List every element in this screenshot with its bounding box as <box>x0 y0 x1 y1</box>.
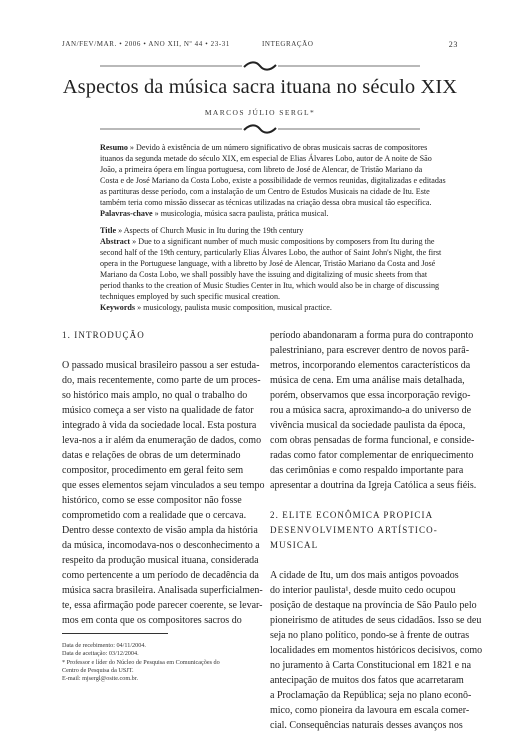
ornament-bottom-icon <box>0 123 520 135</box>
text-line: posição de destaque na província de São Paulo pelo <box>270 600 477 611</box>
abstract-line: ituanos da segunda metade do século XIX, em especial de Elias Álvares Lobo, autor de A noite de São <box>100 154 432 163</box>
text-line: do, mais recentemente, como parte de um proces- <box>62 375 261 386</box>
page-number: 23 <box>448 40 458 49</box>
title-label: Title <box>100 226 117 235</box>
right-column <box>270 328 483 733</box>
footnote-line: Data de aceitação: 03/12/2004. <box>62 650 139 658</box>
abstract-label: Resumo <box>100 143 128 152</box>
text-line: so histórico mais amplo, no qual o trabalho do <box>62 390 248 401</box>
text-line: respeito da produção musical ituana, considerada <box>62 555 259 566</box>
text-line: radas como fator complementar de enriquecimento <box>270 450 474 461</box>
text-line: com obras pensadas de forma funcional, e conside- <box>270 435 475 446</box>
text-line: datas e relações de obras de um determinado <box>62 450 241 461</box>
footnote-rule <box>62 633 168 634</box>
text-line: mico, como pioneira da lavoura em escala comer- <box>270 705 470 716</box>
abstract-portuguese <box>100 142 460 219</box>
abstract-line: Resumo » Devido à existência de um número significativo de obras musicais sacras de compositores <box>100 143 428 152</box>
running-header <box>62 40 458 52</box>
text-line: antecipação de muitos dos fatos que acarretaram <box>270 675 464 686</box>
text-line: música sacra brasileira. Analisada superficialmen- <box>62 585 263 596</box>
text-line: músico começa a ser visto na qualidade de fator <box>62 405 254 416</box>
text-line: integrado à vida da sociedade local. Esta postura <box>62 420 257 431</box>
text-line: comprometido com a realidade que o cercava. <box>62 510 247 521</box>
footnotes <box>62 642 254 683</box>
text-line: metros, incorporando elementos característicos da <box>270 360 471 371</box>
text-line: pioneirismo de atitudes de seus cidadãos. Isso se deu <box>270 615 482 626</box>
text-line: período abandonaram a forma pura do contraponto <box>270 330 474 341</box>
text-line: no juramento à Carta Constitucional em 1821 e na <box>270 660 472 671</box>
text-line: O passado musical brasileiro passou a ser estuda- <box>62 360 260 371</box>
english-title: Title » Aspects of Church Music in Itu during the 19th century <box>100 226 304 235</box>
text-line: que esses elementos sejam vinculados a seu tempo <box>62 480 265 491</box>
text-line: te, essa afirmação pode parecer coerente, se levar- <box>62 600 263 611</box>
text-line: porém, observamos que essa incorporação revigo- <box>270 390 471 401</box>
abstract-english <box>100 225 460 313</box>
footnote-line: E-mail: mjsergl@osite.com.br. <box>62 675 139 683</box>
abstract-line: period thanks to the creation of Music Studies Center in Itu, which would also be in charge of discussing <box>100 281 440 290</box>
abstract-line: as partituras desse período, com a instalação de um Centro de Estudos Musicais na cidade de Itu. Este <box>100 187 430 196</box>
header-journal-name: INTEGRAÇÃO <box>262 40 314 48</box>
text-line: Dentro desse contexto de visão ampla da história <box>62 525 258 536</box>
article-author: MARCOS JÚLIO SERGL* <box>204 108 316 117</box>
keywords-en: Keywords » musicology, paulista music composition, musical practice. <box>100 303 332 312</box>
text-line: cial. Consequências naturais desses avanços nos <box>270 720 463 731</box>
section-heading-elite <box>270 508 462 553</box>
footnote-line: * Professor e líder do Núcleo de Pesquisa em Comunicações do <box>62 658 220 666</box>
abstract-line: também teria como missão dissecar as técnicas utilizadas na criação dessa obra musical tão específica. <box>100 198 432 207</box>
article-title: Aspectos da música sacra ituana no século XIX <box>62 76 458 98</box>
ornament-top-icon <box>0 60 520 72</box>
left-column <box>62 328 265 628</box>
section-heading-line: DESENVOLVIMENTO ARTÍSTICO- <box>270 525 438 535</box>
section-body <box>62 358 265 628</box>
paragraph-continued <box>270 328 477 493</box>
text-line: do interior paulista¹, desde muito cedo ocupou <box>270 585 456 596</box>
text-line: palestriniano, para escrever dentro de novos parâ- <box>270 345 470 356</box>
abstract-line: techniques employed by such specific musical creation. <box>100 292 281 301</box>
text-line: vivência musical da sociedade paulista da época, <box>270 420 466 431</box>
text-line: das cerimônias e como respaldo importante para <box>270 465 464 476</box>
section-body <box>270 568 483 733</box>
abstract-label: Abstract <box>100 237 131 246</box>
keywords-label: Keywords <box>100 303 136 312</box>
text-line: mos em conta que os compositores sacros do <box>62 615 242 626</box>
abstract-line: Abstract » Due to a significant number of much music compositions by composers from Itu during the <box>100 237 435 246</box>
text-line: leva-nos a ir além da enumeração de dados, como <box>62 435 262 446</box>
text-line: como pertencente a um período de decadência da <box>62 570 259 581</box>
text-line: histórico, como se esse compositor não fosse <box>62 495 242 506</box>
text-line: música de cena. Em uma análise mais detalhada, <box>270 375 465 386</box>
text-line: rou a música sacra, aproximando-a do universo de <box>270 405 472 416</box>
section-heading-line: MUSICAL <box>270 540 319 550</box>
text-line: localidades em momentos históricos decisivos, como <box>270 645 483 656</box>
text-line: A cidade de Itu, um dos mais antigos povoados <box>270 570 459 581</box>
abstract-line: Mariano da Costa Lobo, we shall possibly have the issuing and digitalizing of music sheets from that <box>100 270 428 279</box>
text-line: compositor, procedimento em geral feito sem <box>62 465 244 476</box>
abstract-line: second half of the 19th century, particularly Elias Álvares Lobo, the author of Saint John's Night, the first <box>100 248 442 257</box>
header-issue-info: JAN/FEV/MAR. • 2006 • ANO XII, Nº 44 • 23-31 <box>62 40 230 48</box>
abstract-line: João, a primeira ópera em língua portuguesa, com libreto de José de Alencar, de Tristão Mariano da <box>100 165 423 174</box>
section-heading-introducao: 1. INTRODUÇÃO <box>62 330 145 340</box>
text-line: apresentar a doutrina da Igreja Católica a seus fiéis. <box>270 480 477 491</box>
abstract-line: opera in the Portuguese language, with a libretto by José de Alencar, Tristão Mariano da Costa and José <box>100 259 436 268</box>
text-line: a Proclamação da República; seja no plano econô- <box>270 690 472 701</box>
keywords-label: Palavras-chave <box>100 209 153 218</box>
section-heading-line: 2. ELITE ECONÔMICA PROPICIA <box>270 510 434 520</box>
text-line: seja no plano político, pondo-se à frente de outras <box>270 630 470 641</box>
keywords-pt: Palavras-chave » musicologia, música sacra paulista, prática musical. <box>100 209 329 218</box>
footnote-line: Centro de Pesquisa da USJT. <box>62 666 134 674</box>
text-line: da música, incomodava-nos o desconhecimento a <box>62 540 260 551</box>
abstract-line: Costa e de José Mariano da Costa Lobo, existe a possibilidade de vermos reunidas, digitalizadas e editadas <box>100 176 446 185</box>
footnote-line: Data de recebimento: 04/11/2004. <box>62 642 146 649</box>
